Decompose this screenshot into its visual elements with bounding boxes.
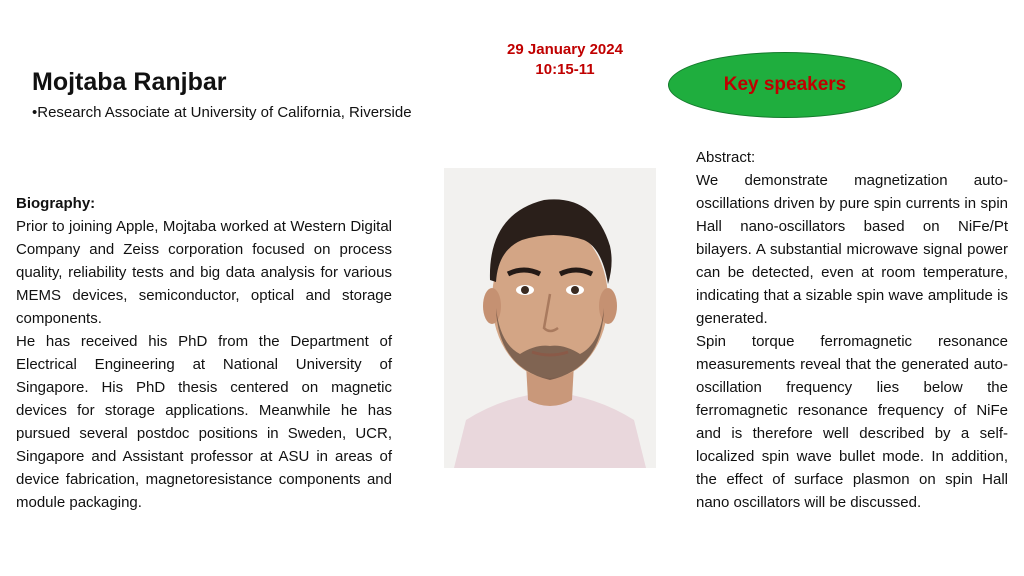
speaker-name: Mojtaba Ranjbar <box>32 68 227 96</box>
biography-heading: Biography: <box>16 195 96 212</box>
event-time: 10:15-11 <box>535 61 595 78</box>
speaker-photo <box>444 168 656 468</box>
biography-section <box>16 192 392 514</box>
abstract-heading: Abstract: <box>696 149 756 166</box>
event-datetime <box>480 40 650 80</box>
event-date: 29 January 2024 <box>507 41 623 58</box>
speaker-affiliation: •Research Associate at University of California, Riverside <box>32 104 412 121</box>
key-speakers-badge <box>668 52 902 118</box>
abstract-section <box>696 146 1008 514</box>
biography-paragraph: He has received his PhD from the Department of Electrical Engineering at National University of Singapore. His PhD thesis centered on magnetic devices for storage applications. Meanwhile he has pursued several postdoc positions in Sweden, UCR, Singapore and Assistant professor at ASU in areas of device fabrication, magnetoresistance components and module packaging. <box>16 333 392 511</box>
abstract-paragraph: Spin torque ferromagnetic resonance measurements reveal that the generated auto-oscillation frequency lies below the ferromagnetic resonance frequency of NiFe and is therefore well described by a self-localized spin wave bullet mode. In addition, the effect of surface plasmon on spin Hall nano oscillators will be discussed. <box>696 333 1008 511</box>
key-speakers-label: Key speakers <box>723 74 847 95</box>
abstract-paragraph: We demonstrate magnetization auto-oscillations driven by pure spin currents in spin Hall nano-oscillators based on NiFe/Pt bilayers. A substantial microwave signal power can be detected, even at room temperature, indicating that a sizable spin wave amplitude is generated. <box>696 172 1008 327</box>
biography-paragraph: Prior to joining Apple, Mojtaba worked at Western Digital Company and Zeiss corporation focused on process quality, reliability tests and big data analysis for various MEMS devices, semiconductor, optical and storage components. <box>16 218 392 327</box>
